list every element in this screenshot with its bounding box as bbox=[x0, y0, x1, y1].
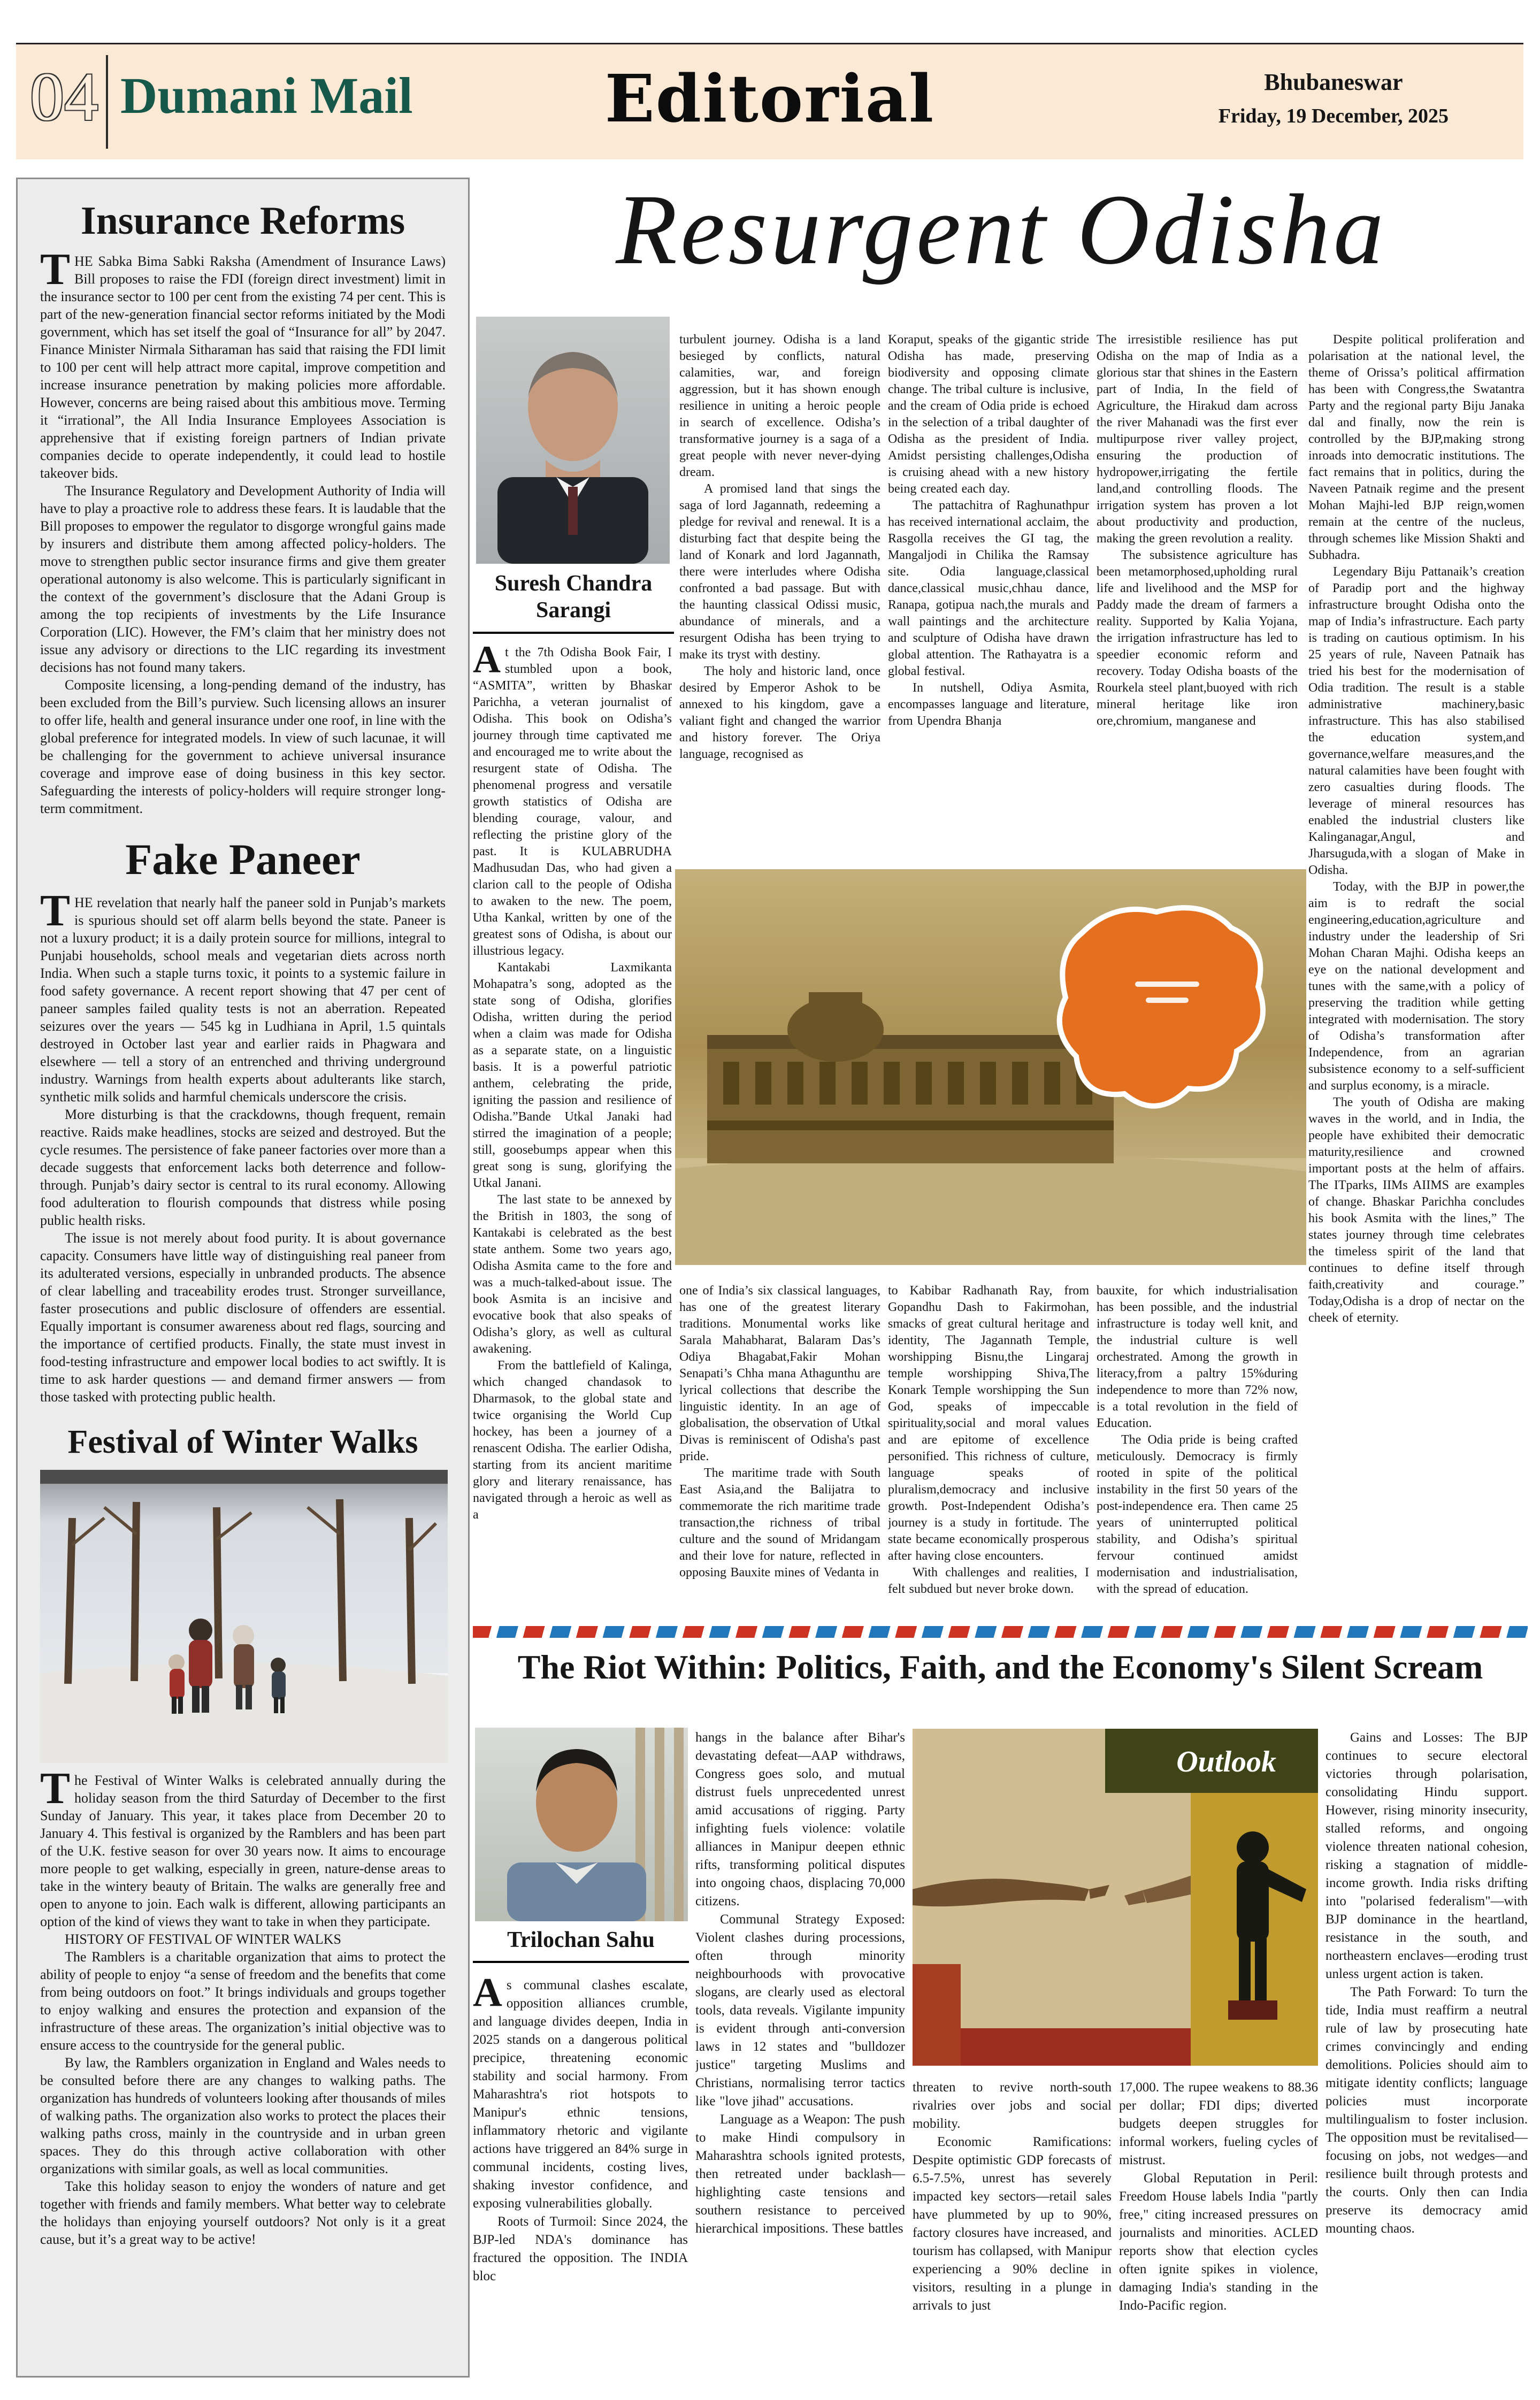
bottom-article-column-2 bbox=[695, 1729, 905, 2387]
main-article-column-5 bbox=[1308, 332, 1524, 1613]
bottom-article-column-4 bbox=[1119, 2079, 1318, 2387]
drop-cap: A bbox=[473, 645, 501, 681]
paragraph: threaten to revive north-south rivalries over jobs and social mobility. bbox=[913, 2080, 1112, 2131]
paragraph: Today, with the BJP in power,the aim is to redraft the social engineering,education,agriculture and industry under the leadership of Sri Mohan Charan Majhi. Odisha keeps an eye on the national development and tunes with the same,with a policy of preserving the tradition while getting integrated with modernisation. The story of Odisha’s transformation after Independence, from an agrarian subsistence economy to a self-sufficient and surplus economy, is a miracle. bbox=[1308, 880, 1524, 1093]
drop-cap: T bbox=[40, 885, 71, 936]
bottom-article-column-5 bbox=[1326, 1729, 1528, 2387]
paragraph: Language as a Weapon: The push to make Hindi compulsory in Maharashtra schools ignited protests, then retreated under backlash—highlighting caste tensions and southern resistance to perceived hierarchical impositions. These battles bbox=[695, 2112, 905, 2236]
odisha-montage-photo bbox=[675, 869, 1306, 1265]
paragraph: A promised land that sings the saga of lord Jagannath, redeeming a pledge for revival and renewal. It is a disturbing fact that despite being the land of Konark and lord Jagannath, there were interludes where Odisha confronted a bad passage. But with the haunting classical Odissi music, abundance of minerals, and a resurgent Odisha has been trying to make its tryst with destiny. bbox=[679, 482, 880, 662]
main-headline: Resurgent Odisha bbox=[616, 173, 1387, 285]
paragraph: Despite political proliferation and polarisation at the national level, the theme of Orissa’s political affirmation has been with Congress,the Swatantra Party and the regional party Biju Janaka dal and finally, now the rein is controlled by the BJP,making strong inroads into democratic institutions. The fact remains that in politics, during the Naveen Patnaik regime and the present Mohan Majhi-led BJP reign,women remain at the centre of the nucleus, through schemes like Mission Shakti and Subhadra. bbox=[1308, 333, 1524, 562]
paragraph: The irresistible resilience has put Odisha on the map of India as a glorious star that shines in the Eastern part of India, In the field of Agriculture, the Hirakud dam across the river Mahanadi was the first ever multipurpose river valley project, ensuring the production of hydropower,irrigating the fertile land,and controlling floods. The irrigation system has proven a lot about productivity and production, making the green revolution a reality. bbox=[1097, 333, 1298, 546]
winter-walks-photo-graphic bbox=[40, 1470, 448, 1763]
paragraph: 17,000. The rupee weakens to 88.36 per dollar; FDI dips; diverted budgets deepen struggles for informal workers, fueling cycles of mistrust. bbox=[1119, 2080, 1318, 2167]
paragraph: turbulent journey. Odisha is a land besieged by conflicts, natural calamities, war, and foreign aggression, but it has shown enough resilience in uniting a heroic people in search of excellence. Odisha’s transformative journey is a saga of a great people with never never-dying dream. bbox=[679, 333, 880, 479]
paragraph: At the 7th Odisha Book Fair, I stumbled upon a book, “ASMITA”, written by Bhaskar Parichha, a veteran journalist of Odisha. This book on Odisha’s journey through time captivated me and encouraged me to write about the resurgent state of Odisha. The phenomenal progress and versatile growth statistics of Odisha are blending courage, valour, and reflecting the pristine glory of the past. It is KULABRUDHA Madhusudan Das, who had given a clarion call to the people of Odisha to awaken to the new. The poem, Utha Kankal, written by one of the greatest sons of Odisha, is about our illustrious legacy. bbox=[473, 645, 672, 958]
paragraph: THE revelation that nearly half the paneer sold in Punjab’s markets is spurious should set off alarm bells beyond the state. Paneer is not a luxury product; it is a daily protein source for millions, integral to Punjabi households, school meals and vegetarian diets across north India. When such a staple turns toxic, it points to a systemic failure in food safety governance. A recent report showing that 47 per cent of paneer samples failed quality tests is not an aberration. Repeated seizures over the years — 545 kg in Ludhiana in April, 1.5 quintals destroyed in October last year and earlier raids in Phagwara and elsewhere — tell a story of an entrenched and thriving underground industry. Warnings from health experts about adulterants like starch, synthetic milk solids and harmful chemicals underscore the crisis. bbox=[40, 885, 446, 1105]
paragraph: Roots of Turmoil: Since 2024, the BJP-led NDA's dominance has fractured the opposition. The INDIA bloc bbox=[473, 2214, 688, 2283]
riot-article-photo bbox=[913, 1729, 1318, 2066]
paragraph: The Insurance Regulatory and Development Authority of India will have to play a proactive role to address these fears. It is laudable that the Bill proposes to empower the regulator to disgorge wrongful gains made by insurers and distribute them among affected policy-holders. The move to strengthen public sector insurance firms and give them greater operational autonomy is also welcome. This is particularly significant in the context of the government’s disclosure that the Adani Group is among the top recipients of investments by the Life Insurance Corporation (LIC). However, the FM’s claim that her ministry does not issue any advisory or directions to the LIC regarding its investment decisions has not found many takers. bbox=[40, 483, 446, 676]
paragraph: The maritime trade with South East Asia,and the Balijatra to commemorate the rich maritime trade transaction,the richness of tribal culture and the sound of Mridangam and their love for nature, reflected in opposing Bauxite mines of Vedanta in bbox=[679, 1466, 880, 1579]
riot-article-graphic bbox=[913, 1729, 1318, 2066]
paragraph: The Path Forward: To turn the tide, India must reaffirm a neutral rule of law by prosecuting hate crimes convincingly and ending demolitions. Policies should aim to mitigate identity conflicts; language policies must incorporate multilingualism to foster inclusion. The opposition must be revitalised—focusing on jobs, not wedges—and resilience built through protests and the courts. Only then can India preserve its democracy amid mounting chaos. bbox=[1326, 1985, 1528, 2236]
bottom-article-column-3 bbox=[913, 2079, 1112, 2387]
author-photo-suresh-graphic bbox=[476, 317, 670, 564]
main-article-column-3-top bbox=[888, 332, 1089, 867]
paragraph: to Kabibar Radhanath Ray, from Gopandhu Dash to Fakirmohan, smacks of great cultural heritage and identity, The Jagannath Temple, worshipping Bisnu,the Lingaraj temple worshipping Shiva,The Konark Temple worshipping the Sun God, speaks of impeccable spirituality,social and moral values and are epitome of excellence personified. This richness of culture, language speaks of pluralism,democracy and inclusive growth. Post-Independent Odisha’s journey is a study in fortitude. The state became economically prosperous after having close encounters. bbox=[888, 1284, 1089, 1563]
author-photo-trilochan bbox=[475, 1728, 688, 1921]
odisha-montage-graphic bbox=[675, 869, 1306, 1265]
article-title-winter-walks: Festival of Winter Walks bbox=[67, 1423, 418, 1460]
paragraph: More disturbing is that the crackdowns, though frequent, remain reactive. Raids make headlines, stocks are seized and destroyed. But the cycle resumes. The persistence of fake paneer factories over more than a decade suggests that enforcement lacks both deterrence and follow-through. Punjab’s dairy sector is central to its rural economy. Allowing food adulteration to flourish compounds that distress while posing public health risks. bbox=[40, 1106, 446, 1228]
header-band bbox=[16, 43, 1523, 159]
header-divider-line bbox=[106, 55, 108, 149]
drop-cap: T bbox=[40, 1763, 71, 1813]
paragraph: The Odia pride is being crafted meticulously. Democracy is firmly rooted in spite of the political instability in the first 50 years of the post-independence era. Then came 25 years of uninterrupted political stability, and Odisha’s spiritual fervour continued amidst modernisation and industrialisation, with the spread of education. bbox=[1097, 1433, 1298, 1596]
paragraph: Take this holiday season to enjoy the wonders of nature and get together with friends and family members. What better way to celebrate the holidays than enjoying yourself outdoors? Not only is it a great cause, but it’s a great way to be active! bbox=[40, 2178, 446, 2247]
paragraph: The Ramblers is a charitable organization that aims to protect the ability of people to enjoy “a sense of freedom and the benefits that come from being outdoors on foot.” It brings individuals and groups together to enjoy walking and ensures the protection and expansion of the infrastructure of these areas. The organization’s initial objective was to ensure access to the countryside for the general public. bbox=[40, 1949, 446, 2053]
paragraph: The subsistence agriculture has been metamorphosed,upholding rural life and livelihood and the MSP for Paddy made the dream of farmers a reality. Supported by Kalia Yojana, the irrigation infrastructure has led to speedier economic reform and recovery. Today Odisha boasts of the Rourkela steel plant,buoyed with rich mineral heritage like iron ore,chromium, manganese and bbox=[1097, 548, 1298, 728]
paragraph: Koraput, speaks of the gigantic stride Odisha has made, preserving biodiversity and opposing climate change. The tribal culture is inclusive, and the cream of Odia pride is echoed in the selection of a tribal daughter of Odisha as the president of India. Amidst persisting challenges,Odisha is cruising ahead with a new history being created each day. bbox=[888, 333, 1089, 496]
main-article-column-3-bottom bbox=[888, 1283, 1089, 1613]
article-title-fake-paneer: Fake Paneer bbox=[125, 835, 361, 884]
paragraph: The Festival of Winter Walks is celebrated annually during the holiday season from the third Saturday of December to the first Sunday of January. This year, it takes place from December 20 to January 4. This festival is organized by the Ramblers and has been part of the U.K. festive season for over 30 years now. It aims to encourage more people to get walking, especially in green, nature-dense areas to take in the wintery beauty of Britain. The walks are generally free and open to anyone to join. Each walk is different, allowing participants an option of the kind of views they want to take in when they participate. bbox=[40, 1763, 446, 1929]
paragraph: By law, the Ramblers organization in England and Wales needs to be consulted before there are any changes to walking paths. The organization has hundreds of volunteers looking after thousands of miles of walking paths. The organization also works to protect the places their walking paths cross, mainly in the countryside and in urban green spaces. They do this through active collaboration with other organizations with similar goals, as well as local communities. bbox=[40, 2054, 446, 2176]
page-number: 04 bbox=[30, 59, 98, 135]
paragraph: The pattachitra of Raghunathpur has received international acclaim, the Rasgolla receives the GI tag, the Mangaljodi in Chilika the Ramsay site. Odia language,classical dance,classical music,chhau dance, Ranapa, gotipua nach,the murals and wall paintings and the architecture and sculpture of Odisha have drawn global attention. The Rathayatra is a global festival. bbox=[888, 499, 1089, 678]
dateline bbox=[1219, 65, 1449, 133]
city-label: Bhubaneswar bbox=[1264, 69, 1403, 95]
paragraph: Communal Strategy Exposed: Violent clashes during processions, often through minority neighbourhoods with provocative slogans, are clearly used as electoral tools, data reveals. Vigilante impunity is evident through anti-conversion laws in 12 states and "bulldozer justice" targeting Muslims and Christians, normalising terror tactics like "love jihad" accusations. bbox=[695, 1912, 905, 2108]
paragraph: The last state to be annexed by the British in 1803, the song of Kantakabi is celebrated as the best state anthem. Some two years ago, Odisha Asmita came to the fore and was a much-talked-about issue. The book Asmita is an incisive and evocative book that also speaks of Odisha’s glory, as well as cultural awakening. bbox=[473, 1193, 672, 1356]
paragraph: HISTORY OF FESTIVAL OF WINTER WALKS bbox=[65, 1931, 341, 1947]
paragraph: Gains and Losses: The BJP continues to secure electoral victories through polarisation, consolidating Hindu support. However, rising minority insecurity, stalled reforms, and ongoing violence threaten national cohesion, risking a stagnation of middle-income growth. India risks drifting into "polarised federalism"—with BJP dominance in the heartland, resistance in the south, and northeastern enclaves—eroding trust unless urgent action is taken. bbox=[1326, 1730, 1528, 1981]
author-caption-trilochan: Trilochan Sahu bbox=[473, 1927, 689, 1963]
bottom-article-column-1 bbox=[473, 1976, 688, 2387]
article-body-insurance bbox=[40, 244, 446, 817]
paragraph: From the battlefield of Kalinga, which changed chandasok to Dharmasok, to the global state and twice organising the World Cup hockey, has been a journey of a renascent Odisha. The earlier Odisha, starting from its ancient maritime glory and literary renaissance, has navigated through a heroic as well as a bbox=[473, 1359, 672, 1522]
paragraph: With challenges and realities, I felt subdued but never broke down. bbox=[888, 1566, 1089, 1596]
paragraph: Kantakabi Laxmikanta Mohapatra’s song, adopted as the state song of Odisha, glorifies Odisha, written during the period when a claim was made for Odisha as a separate state, on a linguistic basis. It is a powerful patriotic anthem, celebrating the pride, igniting the passion and resilience of Odisha.”Bande Utkal Janaki had stirred the imagination of a people; still, goosebumps appear when this great song is sung, glorifying the Utkal Janani. bbox=[473, 961, 672, 1190]
paragraph: Global Reputation in Peril: Freedom House labels India "partly free," citing increased pressures on journalists and minorities. ACLED reports show that election cycles often ignite spikes in violence, damaging India's standing in the Indo-Pacific region. bbox=[1119, 2171, 1318, 2313]
masthead: Dumani Mail bbox=[120, 67, 413, 124]
paragraph: The issue is not merely about food purity. It is about governance capacity. Consumers have little way of distinguishing real paneer from its adulterated versions, especially in unbranded products. The absence of clear labelling and traceability erodes trust. Stronger surveillance, faster prosecutions and public disclosure of offenders are essential. Equally important is consumer awareness about red flags, sourcing and the importance of certified products. Finally, the state must invest in food-testing infrastructure and empower local bodies to act swiftly. It is time to ask harder questions — and demand firmer answers — from those tasked with protecting public health. bbox=[40, 1230, 446, 1405]
main-article-column-4-bottom bbox=[1097, 1283, 1298, 1613]
paragraph: The youth of Odisha are making waves in the world, and in India, the people have exhibited their democratic maturity,resilience and crowned important posts at the helm of affairs. The ITparks, IIMs AIIMS are examples of change. Bhaskar Parichha concludes his book Asmita with the lines,” The states journey through time celebrates the timeless spirit of the land that continues to define itself through faith,creativity and courage.” Today,Odisha is a drop of nectar on the cheek of eternity. bbox=[1308, 1095, 1524, 1325]
section-title: Editorial bbox=[604, 60, 935, 137]
paragraph: The holy and historic land, once desired by Emperor Ashok to be annexed to his kingdom, gave a valiant fight and changed the warrior and history forever. The Oriya language, recognised as bbox=[679, 664, 880, 761]
paragraph: bauxite, for which industrialisation has been possible, and the industrial infrastructure is today well knit, and the industrial culture is well orchestrated. Among the growth in literacy,from a paltry 15%during independence to more than 72% now, is a total revolution in the field of Education. bbox=[1097, 1284, 1298, 1430]
drop-cap: A bbox=[473, 1976, 502, 2015]
paragraph: Economic Ramifications: Despite optimistic GDP forecasts of 6.5-7.5%, unrest has severely impacted key sectors—retail sales have plummeted by up to 90%, factory closures have increased, and tourism has collapsed, with Manipur experiencing a 90% decline in visitors, resulting in a plunge in arrivals to just bbox=[913, 2135, 1112, 2313]
paragraph: As communal clashes escalate, opposition alliances crumble, and language divides deepen, India in 2025 stands on a dangerous political precipice, threatening economic stability and social harmony. From Maharashtra's riot hotspots to Manipur's ethnic tensions, inflammatory rhetoric and vigilante actions have triggered an 84% surge in communal incidents, costing lives, shaking investor confidence, and exposing vulnerabilities globally. bbox=[473, 1976, 688, 2211]
left-editorial-box bbox=[16, 178, 470, 2378]
red-blue-divider bbox=[473, 1626, 1528, 1638]
bottom-headline: The Riot Within: Politics, Faith, and the Economy's Silent Scream bbox=[517, 1648, 1483, 1686]
author-caption-suresh: Suresh Chandra Sarangi bbox=[473, 570, 674, 634]
date-label: Friday, 19 December, 2025 bbox=[1218, 105, 1449, 127]
paragraph: hangs in the balance after Bihar's devastating defeat—AAP withdraws, Congress goes solo, and mutual distrust fuels unprecedented unrest amid accusations of rigging. Party infighting fuels violence: volatile alliances in Manipur deepen ethnic rifts, transforming political disputes into ongoing chaos, displacing 70,000 citizens. bbox=[695, 1730, 905, 1908]
drop-cap: T bbox=[40, 244, 71, 295]
article-title-insurance-reforms: Insurance Reforms bbox=[80, 199, 405, 243]
paragraph: one of India’s six classical languages, has one of the greatest literary traditions. Monumental works like Sarala Mahabharat, Balaram Das’s Odiya Bhagabat,Fakir Mohan Senapati’s Chha mana Athagunthu are lyrical collections that describe the linguistic identity. In an age of globalisation, the observation of Utkal Divas is reminiscent of Odisha's past pride. bbox=[679, 1284, 880, 1463]
winter-walks-photo bbox=[40, 1470, 446, 1763]
paragraph: THE Sabka Bima Sabki Raksha (Amendment of Insurance Laws) Bill proposes to raise the FDI (foreign direct investment) limit in the insurance sector to 100 per cent from the existing 74 per cent. This is part of the new-generation financial sector reforms initiated by the Modi government, which has set itself the goal of “Insurance for all” by 2047. Finance Minister Nirmala Sitharaman has said that raising the FDI limit to 100 per cent will help attract more capital, improve competition and increase insurance penetration by making policies more affordable. However, concerns are being raised about this ambitious move. Terming it “irrational”, the All India Insurance Employees Association is apprehensive that if existing foreign partners of Indian private companies decide to operate independently, it could lead to hostile takeover bids. bbox=[40, 244, 446, 481]
paragraph: In nutshell, Odiya Asmita, encompasses language and literature, from Upendra Bhanja bbox=[888, 681, 1089, 728]
main-article-column-1 bbox=[473, 645, 672, 1611]
author-photo-suresh bbox=[476, 317, 670, 564]
paragraph: Legendary Biju Pattanaik’s creation of Paradip port and the highway infrastructure brought Odisha onto the map of India’s infrastructure. Each party is trading on cautious optimism. In his 25 years of rule, Naveen Patnaik has tried his best for the modernisation of Odia tradition. The result is a stable administrative machinery,basic infrastructure. This has also stabilised the education system,and governance,welfare measures,and the natural calamities have been fought with zero casualties during floods. The leverage of mineral resources has enabled the industrial clusters like Kalinganagar,Angul, and Jharsuguda,with a slogan of Make in Odisha. bbox=[1308, 565, 1524, 877]
paragraph: Composite licensing, a long-pending demand of the industry, has been excluded from the Bill’s purview. Such licensing allows an insurer to offer life, health and general insurance under one roof, in line with the global preference for integrated models. In view of such lacunae, it will be challenging for the government to achieve universal insurance coverage and improve ease of doing business in this key sector. Safeguarding the interests of policy-holders will require stronger long-term commitment. bbox=[40, 677, 446, 817]
article-body-winter bbox=[40, 1763, 446, 2248]
author-photo-trilochan-graphic bbox=[475, 1728, 688, 1921]
main-article-column-4-top bbox=[1097, 332, 1298, 867]
main-article-column-2-top bbox=[679, 332, 880, 867]
main-article-column-2-bottom bbox=[679, 1283, 880, 1613]
article-body-paneer bbox=[40, 885, 446, 1406]
outlook-logo: Outlook bbox=[1176, 1745, 1276, 1778]
